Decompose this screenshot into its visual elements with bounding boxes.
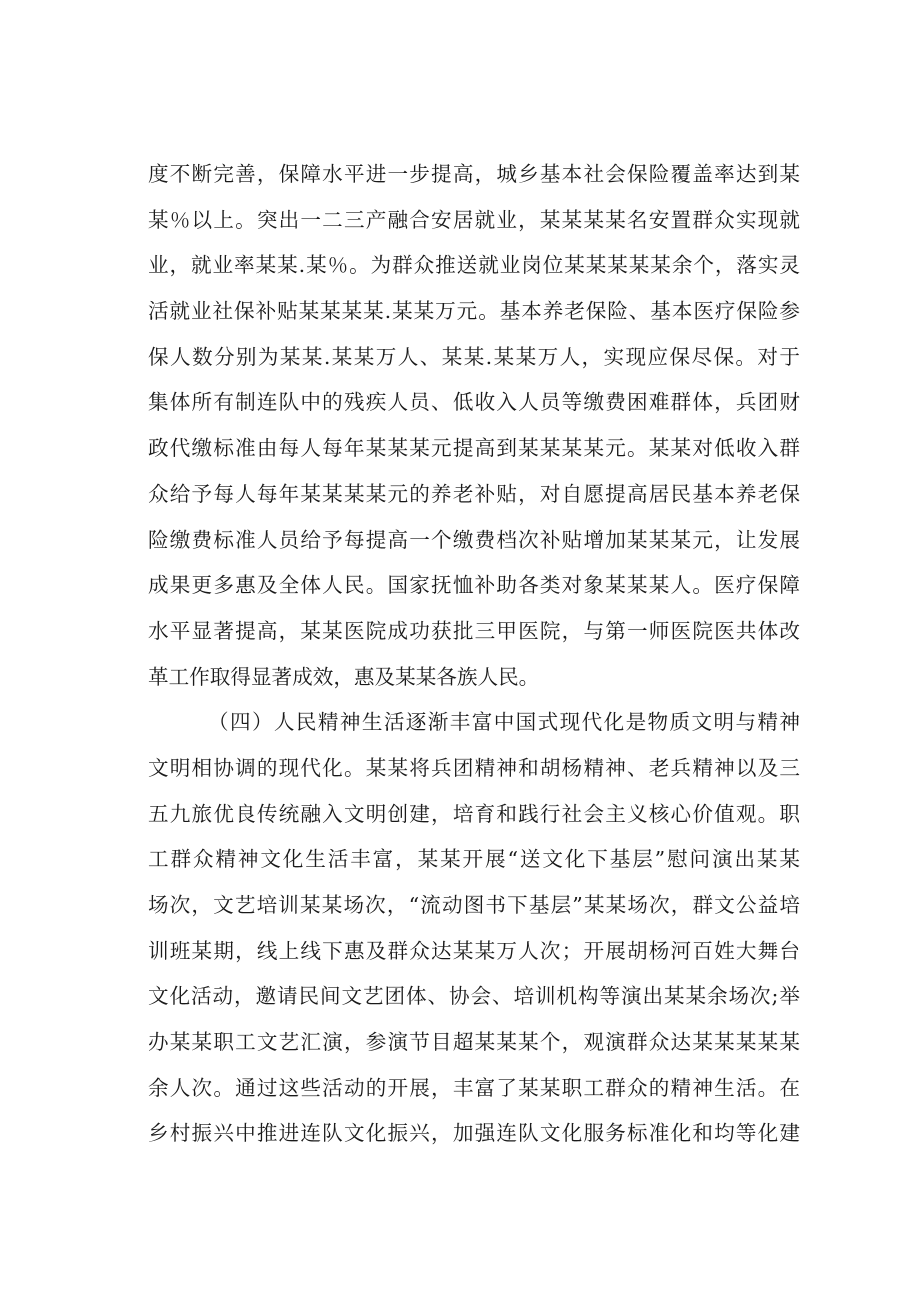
text-line: 政代缴标准由每人每年某某某元提高到某某某某元。某某对低收入群 bbox=[148, 436, 800, 461]
text-line: 五九旅优良传统融入文明创建，培育和践行社会主义核心价值观。职 bbox=[148, 801, 800, 826]
text-line: 余人次。通过这些活动的开展，丰富了某某职工群众的精神生活。在 bbox=[148, 1075, 800, 1100]
paragraph-heading-line: （四）人民精神生活逐渐丰富中国式现代化是物质文明与精神 bbox=[208, 710, 800, 735]
text-line: 众给予每人每年某某某某元的养老补贴，对自愿提高居民基本养老保 bbox=[148, 481, 800, 506]
text-line: 水平显著提高，某某医院成功获批三甲医院，与第一师医院医共体改 bbox=[148, 618, 800, 643]
text-line: 工群众精神文化生活丰富，某某开展“送文化下基层”慰问演出某某 bbox=[148, 847, 800, 872]
text-line: 文明相协调的现代化。某某将兵团精神和胡杨精神、老兵精神以及三 bbox=[148, 755, 800, 780]
text-line: 文化活动，邀请民间文艺团体、协会、培训机构等演出某某余场次;举 bbox=[148, 984, 800, 1009]
text-line: 某％以上。突出一二三产融合安居就业，某某某某名安置群众实现就 bbox=[148, 207, 800, 232]
text-line: 保人数分别为某某.某某万人、某某.某某万人，实现应保尽保。对于 bbox=[148, 344, 800, 369]
text-line: 活就业社保补贴某某某某.某某万元。基本养老保险、基本医疗保险参 bbox=[148, 299, 800, 324]
text-line: 集体所有制连队中的残疾人员、低收入人员等缴费困难群体，兵团财 bbox=[148, 390, 800, 415]
text-line: 革工作取得显著成效，惠及某某各族人民。 bbox=[148, 664, 540, 689]
text-line: 业，就业率某某.某％。为群众推送就业岗位某某某某某余个，落实灵 bbox=[148, 253, 800, 278]
text-line: 成果更多惠及全体人民。国家抚恤补助各类对象某某某人。医疗保障 bbox=[148, 573, 800, 598]
text-line: 度不断完善，保障水平进一步提高，城乡基本社会保险覆盖率达到某 bbox=[148, 162, 800, 186]
text-line: 训班某期，线上线下惠及群众达某某万人次；开展胡杨河百姓大舞台 bbox=[148, 938, 800, 963]
text-line: 办某某职工文艺汇演，参演节目超某某某个，观演群众达某某某某某 bbox=[148, 1030, 800, 1055]
body-text bbox=[148, 152, 800, 1157]
text-line: 乡村振兴中推进连队文化振兴，加强连队文化服务标准化和均等化建 bbox=[148, 1121, 800, 1146]
text-line: 场次，文艺培训某某场次，“流动图书下基层”某某场次，群文公益培 bbox=[148, 893, 800, 917]
text-line: 险缴费标准人员给予每提高一个缴费档次补贴增加某某某元，让发展 bbox=[148, 527, 800, 552]
